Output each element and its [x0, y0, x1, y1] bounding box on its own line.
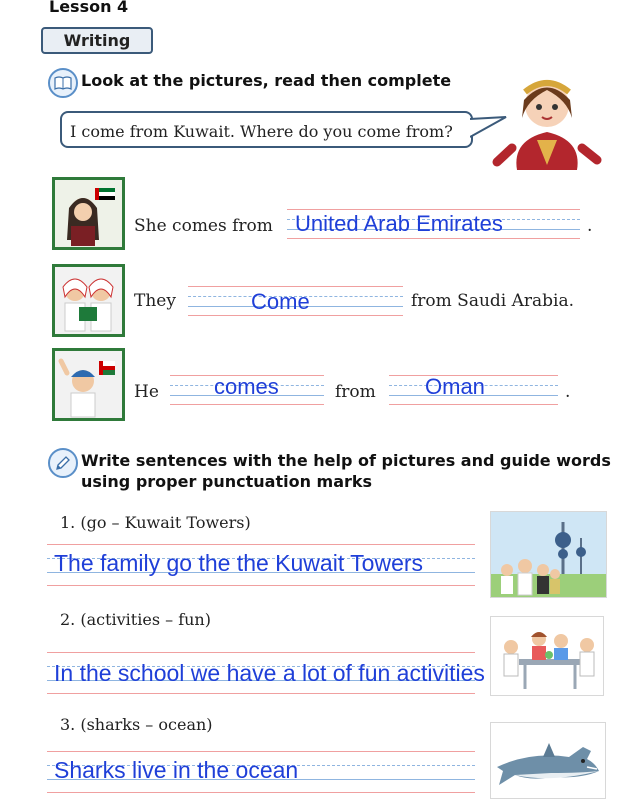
- picture-school-activities: [490, 616, 604, 696]
- task1-heading: Look at the pictures, read then complete: [81, 71, 452, 90]
- task2-heading-line1: Write sentences with the help of pictures and guide words: [81, 451, 611, 470]
- item1-answer[interactable]: The family go the the Kuwait Towers: [54, 550, 424, 576]
- photo-emirati-girl: [52, 177, 125, 250]
- photo-omani-boy: [52, 348, 125, 421]
- item3-answer[interactable]: Sharks live in the ocean: [54, 757, 299, 783]
- row3-answer-2[interactable]: Oman: [425, 374, 485, 399]
- lesson-title: Lesson 4: [49, 0, 129, 16]
- speech-bubble: [60, 111, 473, 148]
- task2-heading-line2: using proper punctuation marks: [81, 472, 373, 491]
- photo-saudi-boys: [52, 264, 125, 337]
- picture-kuwait-towers: [490, 511, 607, 598]
- item3-prompt: 3. (sharks – ocean): [60, 715, 213, 734]
- row3-middle: from: [335, 382, 376, 402]
- picture-shark: [490, 722, 606, 799]
- row2-suffix: from Saudi Arabia.: [411, 291, 575, 311]
- girl-illustration: [492, 70, 602, 180]
- row3-period: .: [565, 382, 571, 402]
- item2-prompt: 2. (activities – fun): [60, 610, 211, 629]
- row3-answer-1[interactable]: comes: [214, 374, 279, 399]
- row2-prefix: They: [134, 291, 176, 311]
- item2-answer[interactable]: In the school we have a lot of fun activities: [54, 660, 485, 686]
- row1-prefix: She comes from: [134, 216, 273, 236]
- item1-prompt: 1. (go – Kuwait Towers): [60, 513, 251, 532]
- section-label: Writing: [41, 27, 153, 54]
- row3-prefix: He: [134, 382, 159, 402]
- row2-answer[interactable]: Come: [251, 289, 310, 314]
- row1-period: .: [587, 216, 593, 236]
- pencil-icon: [48, 448, 78, 478]
- row1-answer[interactable]: United Arab Emirates: [295, 211, 503, 236]
- bubble-text: I come from Kuwait. Where do you come from?: [70, 122, 453, 141]
- reading-book-icon: [48, 68, 78, 98]
